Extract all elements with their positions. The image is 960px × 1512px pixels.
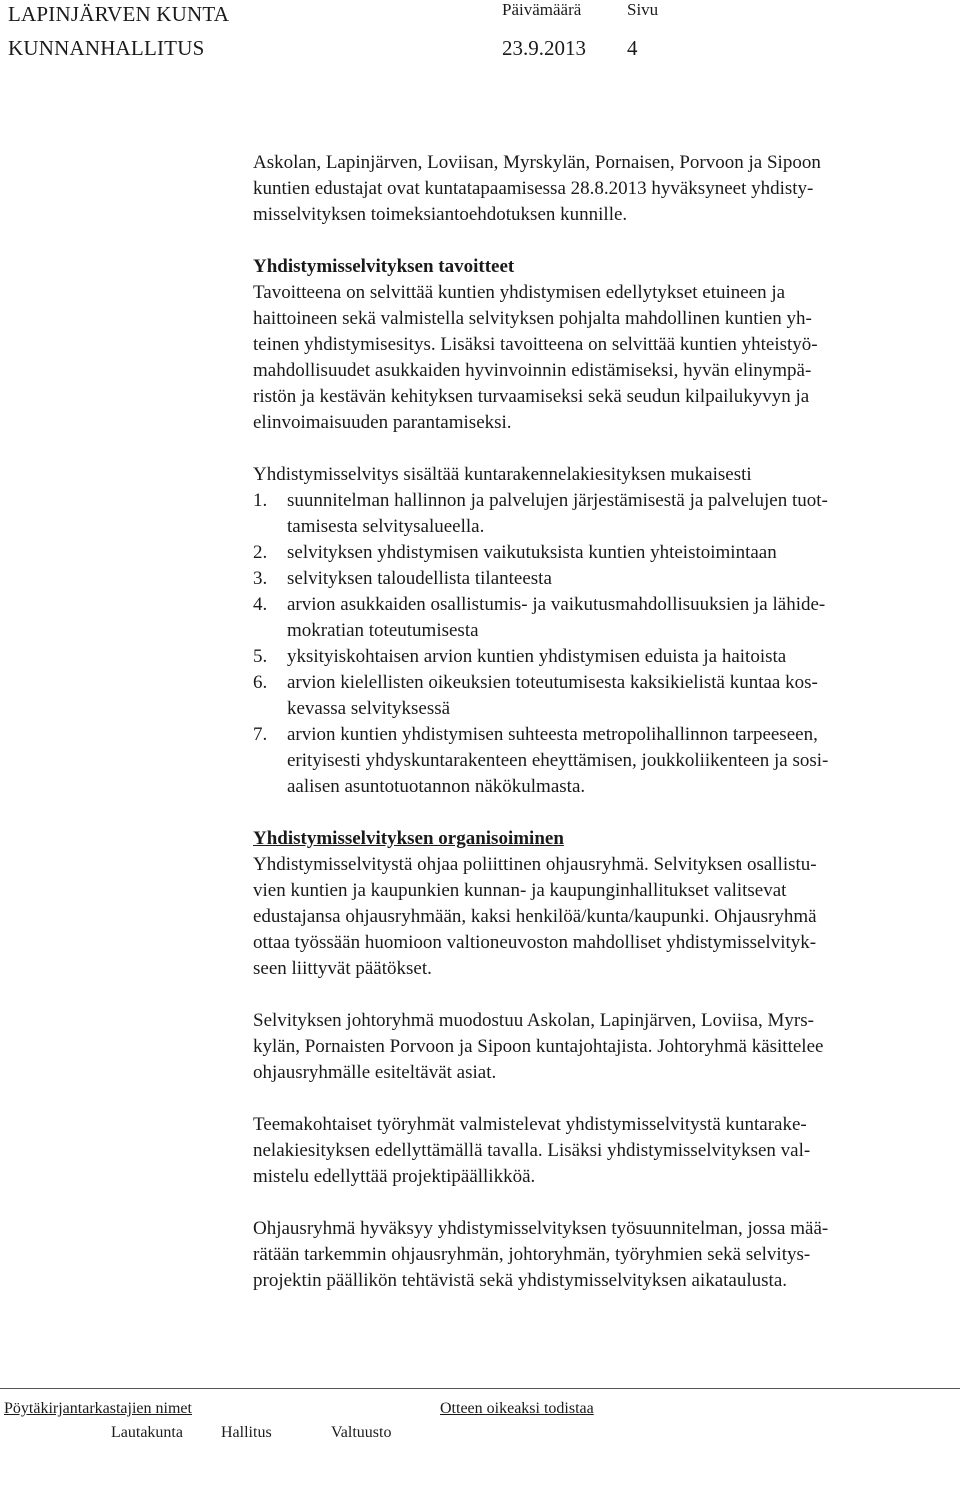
list-number: 4. — [253, 594, 268, 615]
list-text: selvityksen yhdistymisen vaikutuksista kuntien yhteistoimintaan — [287, 542, 777, 563]
text-line: Ohjausryhmä hyväksyy yhdistymisselvityksen työsuunnitelman, jossa mää- — [253, 1218, 829, 1239]
list-number: 2. — [253, 542, 268, 563]
text-line: teinen yhdistymisesitys. Lisäksi tavoitteena on selvittää kuntien yhteistyö- — [253, 334, 818, 355]
text-line: kuntien edustajat ovat kuntatapaamisessa 28.8.2013 hyväksyneet yhdisty- — [253, 178, 814, 199]
document-body — [253, 150, 943, 1294]
text-line: mistelu edellyttää projektipäällikköä. — [253, 1166, 536, 1187]
intro-paragraph — [253, 150, 943, 228]
board-council-label: Valtuusto — [331, 1424, 392, 1441]
text-line: seen liittyvät päätökset. — [253, 958, 432, 979]
workgroups-paragraph — [253, 1112, 943, 1190]
list-item — [253, 592, 943, 644]
reviewers-label: Pöytäkirjantarkastajien nimet — [4, 1400, 192, 1417]
text-line: edustajansa ohjausryhmään, kaksi henkilöä/kunta/kaupunki. Ohjausryhmä — [253, 906, 817, 927]
list-item — [253, 722, 943, 800]
goals-paragraph — [253, 280, 943, 436]
certified-label: Otteen oikeaksi todistaa — [440, 1400, 594, 1417]
list-item — [253, 670, 943, 722]
organization-heading: Yhdistymisselvityksen organisoiminen — [253, 828, 564, 849]
footer-divider — [0, 1388, 960, 1389]
text-line: vien kuntien ja kaupunkien kunnan- ja kaupunginhallitukset valitsevat — [253, 880, 787, 901]
list-text: arvion asukkaiden osallistumis- ja vaikutusmahdollisuuksien ja lähide- — [287, 594, 826, 615]
list-number: 1. — [253, 490, 268, 511]
list-item — [253, 488, 943, 540]
page-number: 4 — [627, 36, 638, 60]
list-text: suunnitelman hallinnon ja palvelujen järjestämisestä ja palvelujen tuot- — [287, 490, 828, 511]
list-number: 5. — [253, 646, 268, 667]
board-government-label: Hallitus — [221, 1424, 272, 1441]
text-line: Teemakohtaiset työryhmät valmistelevat yhdistymisselvitystä kuntarake- — [253, 1114, 807, 1135]
list-item — [253, 540, 943, 566]
board-committee-label: Lautakunta — [111, 1424, 183, 1441]
text-line: ohjausryhmälle esiteltävät asiat. — [253, 1062, 497, 1083]
text-line: Yhdistymisselvitystä ohjaa poliittinen ohjausryhmä. Selvityksen osallistu- — [253, 854, 817, 875]
text-line: mahdollisuudet asukkaiden hyvinvoinnin edistämiseksi, hyvän elinympä- — [253, 360, 812, 381]
text-line: Tavoitteena on selvittää kuntien yhdistymisen edellytykset etuineen ja — [253, 282, 786, 303]
goals-heading: Yhdistymisselvityksen tavoitteet — [253, 256, 515, 277]
text-line: nelakiesityksen edellyttämällä tavalla. Lisäksi yhdistymisselvityksen val- — [253, 1140, 811, 1161]
list-text: aalisen asuntotuotannon näkökulmasta. — [287, 776, 586, 797]
organization-name: LAPINJÄRVEN KUNTA — [8, 2, 230, 26]
list-text: arvion kuntien yhdistymisen suhteesta metropolihallinnon tarpeeseen, — [287, 724, 818, 745]
page-label: Sivu — [627, 0, 659, 19]
contents-list — [253, 488, 943, 800]
steering-group-paragraph — [253, 1008, 943, 1086]
list-text: selvityksen taloudellista tilanteesta — [287, 568, 552, 589]
list-text: erityisesti yhdyskuntarakenteen eheyttämisen, joukkoliikenteen ja sosi- — [287, 750, 829, 771]
text-line: kylän, Pornaisten Porvoon ja Sipoon kuntajohtajista. Johtoryhmä käsittelee — [253, 1036, 824, 1057]
text-line: elinvoimaisuuden parantamiseksi. — [253, 412, 512, 433]
list-text: kevassa selvityksessä — [287, 698, 451, 719]
text-line: ottaa työssään huomioon valtioneuvoston mahdolliset yhdistymisselvityk- — [253, 932, 817, 953]
organization-paragraph — [253, 852, 943, 982]
list-number: 7. — [253, 724, 268, 745]
list-text: mokratian toteutumisesta — [287, 620, 479, 641]
list-number: 3. — [253, 568, 268, 589]
text-line: Selvityksen johtoryhmä muodostuu Askolan, Lapinjärven, Loviisa, Myrs- — [253, 1010, 814, 1031]
list-text: tamisesta selvitysalueella. — [287, 516, 485, 537]
meeting-date: 23.9.2013 — [502, 36, 586, 60]
list-number: 6. — [253, 672, 268, 693]
text-line: haittoineen sekä valmistella selvityksen pohjalta mahdollinen kuntien yh- — [253, 308, 812, 329]
text-line: rätään tarkemmin ohjausryhmän, johtoryhmän, työryhmien sekä selvitys- — [253, 1244, 811, 1265]
text-line: Askolan, Lapinjärven, Loviisan, Myrskylän, Pornaisen, Porvoon ja Sipoon — [253, 152, 821, 173]
list-intro: Yhdistymisselvitys sisältää kuntarakennelakiesityksen mukaisesti — [253, 464, 752, 485]
list-item — [253, 644, 943, 670]
list-text: arvion kielellisten oikeuksien toteutumisesta kaksikielistä kuntaa kos- — [287, 672, 818, 693]
text-line: misselvityksen toimeksiantoehdotuksen kunnille. — [253, 204, 628, 225]
text-line: ristön ja kestävän kehityksen turvaamiseksi sekä seudun kilpailukyvyn ja — [253, 386, 810, 407]
list-item — [253, 566, 943, 592]
list-text: yksityiskohtaisen arvion kuntien yhdistymisen eduista ja haitoista — [287, 646, 787, 667]
final-paragraph — [253, 1216, 943, 1294]
date-label: Päivämäärä — [502, 0, 582, 19]
text-line: projektin päällikön tehtävistä sekä yhdistymisselvityksen aikataulusta. — [253, 1270, 788, 1291]
board-name: KUNNANHALLITUS — [8, 36, 205, 60]
